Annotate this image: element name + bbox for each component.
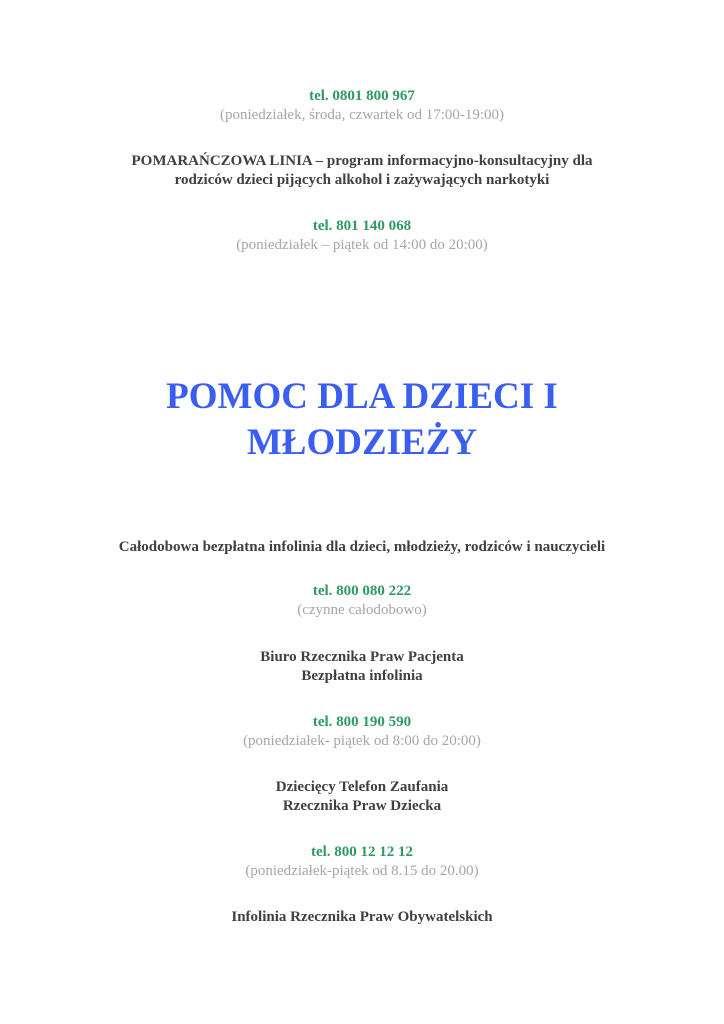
organization-name: Całodobowa bezpłatna infolinia dla dzieci, młodzieży, rodziców i nauczycieli: [118, 539, 606, 555]
section-heading: MŁODZIEŻY: [246, 422, 478, 463]
hours-note: (poniedziałek, środa, czwartek od 17:00-19:00): [219, 107, 505, 123]
organization-name: rodziców dzieci pijących alkohol i zażywających narkotyki: [174, 172, 550, 188]
hours-note: (poniedziałek- piątek od 8:00 do 20:00): [243, 733, 481, 749]
phone-number: tel. 800 12 12 12: [310, 844, 414, 860]
phone-number: tel. 0801 800 967: [309, 88, 415, 104]
organization-name: Bezpłatna infolinia: [301, 668, 423, 684]
organization-name: Dziecięcy Telefon Zaufania: [275, 779, 449, 795]
organization-name: POMARAŃCZOWA LINIA – program informacyjno-konsultacyjny dla: [131, 153, 593, 169]
hours-note: (poniedziałek-piątek od 8.15 do 20.00): [245, 863, 479, 879]
phone-number: tel. 800 190 590: [312, 714, 412, 730]
organization-name: Rzecznika Praw Dziecka: [282, 798, 442, 814]
phone-number: tel. 801 140 068: [312, 218, 412, 234]
organization-name: Infolinia Rzecznika Praw Obywatelskich: [231, 909, 493, 925]
section-heading: POMOC DLA DZIECI I: [166, 376, 558, 417]
hours-note: (poniedziałek – piątek od 14:00 do 20:00): [236, 237, 488, 253]
phone-number: tel. 800 080 222: [312, 583, 412, 599]
hours-note: (czynne całodobowo): [297, 602, 427, 618]
organization-name: Biuro Rzecznika Praw Pacjenta: [260, 649, 464, 665]
